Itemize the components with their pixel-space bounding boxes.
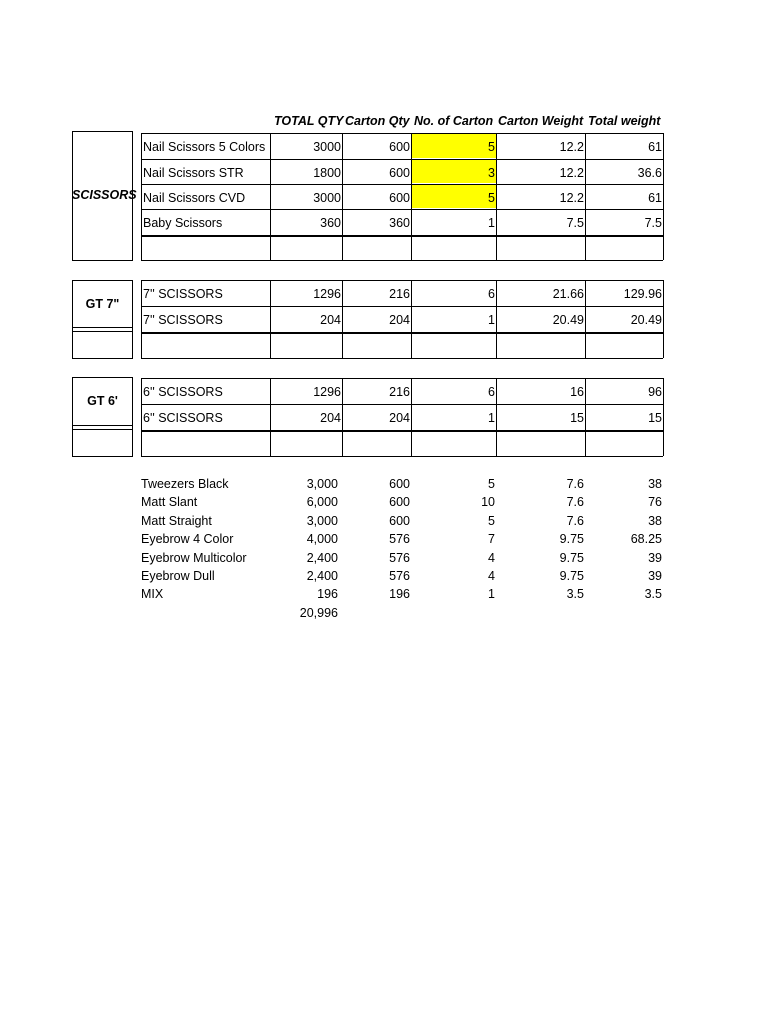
header-carton-qty: Carton Qty: [345, 114, 410, 128]
item-carton-qty: 600: [389, 495, 410, 509]
group-label-scissors: SCISSORS: [72, 188, 137, 202]
row-total-qty: 3000: [313, 140, 341, 154]
item-total-qty: 3,000: [306, 477, 338, 491]
row-cartons: 3: [488, 166, 495, 180]
row-cartons: 1: [488, 216, 495, 230]
item-carton-qty: 576: [389, 569, 410, 583]
row-total-qty: 1800: [313, 166, 341, 180]
row-item-name: Nail Scissors STR: [143, 166, 244, 180]
row-carton-weight: 12.2: [559, 191, 584, 205]
item-carton-weight: 9.75: [559, 532, 584, 546]
item-total-weight: 3.5: [644, 587, 662, 601]
item-cartons: 4: [488, 569, 495, 583]
item-carton-weight: 7.6: [566, 495, 584, 509]
item-carton-weight: 7.6: [566, 477, 584, 491]
item-cartons: 1: [488, 587, 495, 601]
row-total-weight: 61: [648, 140, 662, 154]
row-item-name: Nail Scissors 5 Colors: [143, 140, 266, 154]
row-carton-qty: 204: [389, 313, 410, 327]
item-name: Matt Straight: [141, 514, 212, 528]
item-carton-weight: 9.75: [559, 551, 584, 565]
item-carton-qty: 600: [389, 477, 410, 491]
row-carton-qty: 360: [389, 216, 410, 230]
grid-col-line: [141, 378, 142, 456]
row-carton-qty: 600: [389, 140, 410, 154]
item-name: Eyebrow 4 Color: [141, 532, 234, 546]
row-item-name: 7'' SCISSORS: [143, 313, 223, 327]
divider: [72, 425, 133, 426]
grid-col-line: [663, 133, 664, 260]
row-carton-weight: 12.2: [559, 166, 584, 180]
item-total-weight: 38: [648, 514, 662, 528]
row-item-name: Baby Scissors: [143, 216, 223, 230]
group-label-box-gt7: [72, 280, 133, 359]
row-carton-qty: 600: [389, 191, 410, 205]
item-carton-qty: 600: [389, 514, 410, 528]
divider: [72, 327, 133, 328]
item-total-qty: 4,000: [306, 532, 338, 546]
grid-row-line: [141, 260, 663, 261]
item-cartons: 10: [481, 495, 495, 509]
item-carton-qty: 196: [389, 587, 410, 601]
item-name: Eyebrow Multicolor: [141, 551, 247, 565]
row-total-weight: 129.96: [623, 287, 662, 301]
item-total-qty: 2,400: [306, 551, 338, 565]
item-total-weight: 38: [648, 477, 662, 491]
row-cartons: 5: [488, 140, 495, 154]
item-name: MIX: [141, 587, 164, 601]
item-total-qty: 2,400: [306, 569, 338, 583]
row-total-weight: 20.49: [630, 313, 662, 327]
group-label-gt6: GT 6': [87, 394, 118, 408]
row-total-qty: 1296: [313, 287, 341, 301]
row-item-name: 6'' SCISSORS: [143, 385, 223, 399]
row-cartons: 6: [488, 385, 495, 399]
item-name: Matt Slant: [141, 495, 198, 509]
row-total-qty: 3000: [313, 191, 341, 205]
divider: [72, 331, 133, 332]
row-cartons: 5: [488, 191, 495, 205]
row-carton-qty: 204: [389, 411, 410, 425]
row-carton-weight: 21.66: [552, 287, 584, 301]
item-name: Tweezers Black: [141, 477, 229, 491]
divider: [72, 429, 133, 430]
grid-row-line: [141, 358, 663, 359]
row-carton-weight: 15: [570, 411, 584, 425]
item-total-qty: 3,000: [306, 514, 338, 528]
item-name: Eyebrow Dull: [141, 569, 215, 583]
row-total-weight: 96: [648, 385, 662, 399]
row-total-weight: 7.5: [644, 216, 662, 230]
header-total-weight: Total weight: [588, 114, 661, 128]
header-total-qty: TOTAL QTY: [274, 114, 344, 128]
group-label-gt7: GT 7": [85, 297, 120, 311]
header-no-of-carton: No. of Carton: [414, 114, 494, 128]
item-total-qty: 196: [317, 587, 338, 601]
grid-row-line: [141, 456, 663, 457]
row-total-weight: 15: [648, 411, 662, 425]
item-total-weight: 76: [648, 495, 662, 509]
row-carton-qty: 216: [389, 287, 410, 301]
row-carton-weight: 20.49: [552, 313, 584, 327]
grand-total: 20,996: [299, 606, 338, 620]
item-cartons: 5: [488, 514, 495, 528]
row-carton-weight: 7.5: [566, 216, 584, 230]
row-total-qty: 1296: [313, 385, 341, 399]
grid-col-line: [141, 133, 142, 260]
row-item-name: 6'' SCISSORS: [143, 411, 223, 425]
row-carton-weight: 12.2: [559, 140, 584, 154]
item-cartons: 5: [488, 477, 495, 491]
row-cartons: 1: [488, 411, 495, 425]
item-carton-weight: 7.6: [566, 514, 584, 528]
item-total-weight: 39: [648, 551, 662, 565]
row-total-qty: 204: [320, 313, 341, 327]
row-total-weight: 61: [648, 191, 662, 205]
item-cartons: 4: [488, 551, 495, 565]
item-carton-qty: 576: [389, 532, 410, 546]
item-total-weight: 39: [648, 569, 662, 583]
item-carton-qty: 576: [389, 551, 410, 565]
row-total-qty: 204: [320, 411, 341, 425]
row-carton-qty: 216: [389, 385, 410, 399]
row-total-qty: 360: [320, 216, 341, 230]
row-carton-weight: 16: [570, 385, 584, 399]
row-carton-qty: 600: [389, 166, 410, 180]
row-item-name: Nail Scissors CVD: [143, 191, 246, 205]
item-carton-weight: 9.75: [559, 569, 584, 583]
grid-col-line: [141, 280, 142, 358]
header-carton-weight: Carton Weight: [498, 114, 584, 128]
item-total-qty: 6,000: [306, 495, 338, 509]
row-cartons: 1: [488, 313, 495, 327]
item-total-weight: 68.25: [630, 532, 662, 546]
row-total-weight: 36.6: [637, 166, 662, 180]
row-item-name: 7'' SCISSORS: [143, 287, 223, 301]
item-cartons: 7: [488, 532, 495, 546]
row-cartons: 6: [488, 287, 495, 301]
group-label-box-gt6: [72, 377, 133, 457]
grid-col-line: [663, 280, 664, 358]
item-carton-weight: 3.5: [566, 587, 584, 601]
grid-col-line: [663, 378, 664, 456]
